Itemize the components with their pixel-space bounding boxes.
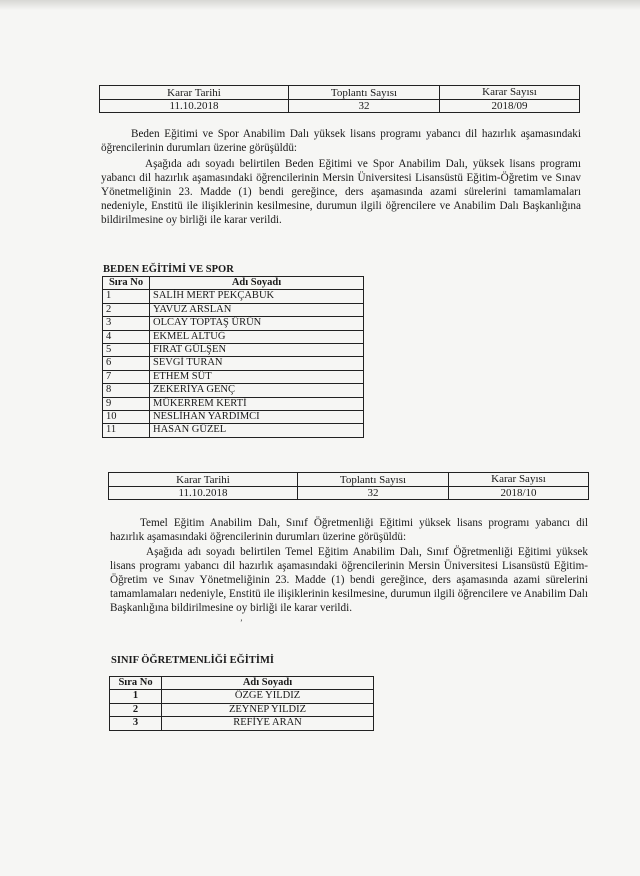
student-table-1 <box>102 276 364 438</box>
scan-mark: ʼ <box>240 618 243 627</box>
row-number: 11 <box>103 424 150 437</box>
decision-2-body: Aşağıda adı soyadı belirtilen Temel Eğitim Anabilim Dalı, Sınıf Öğretmenliği Eğitimi yüksek lisans programı yabancı dil hazırlık aşamasındaki öğrencilerinin Mersin Üniversitesi Lisansüstü Eğitim-Öğretim ve Sınav Yönetmeliğinin 23. Madde (1) bendi gereğince, ders aşamasında azami sürelerini tamamlamaları nedeniyle, Enstitü ile ilişiklerinin kesilmesine, durumun ilgili öğrencilere ve Anabilim Dalı Başkanlığına bildirilmesine oy birliği ile karar verildi. <box>110 546 588 614</box>
row-number: 5 <box>103 344 150 357</box>
table-row <box>110 690 374 703</box>
decision-date-label: Karar Tarihi <box>100 86 289 100</box>
col-name-header: Adı Soyadı <box>150 277 364 290</box>
student-table-2 <box>109 676 374 731</box>
student-name: ETHEM SÜT <box>150 370 364 383</box>
table-row <box>103 370 364 383</box>
row-number: 9 <box>103 397 150 410</box>
col-no-header: Sıra No <box>103 277 150 290</box>
decision-number-label: Karar Sayısı <box>440 86 580 100</box>
table-row <box>103 411 364 424</box>
row-number: 10 <box>103 411 150 424</box>
table-row <box>103 384 364 397</box>
list-2-title: SINIF ÖĞRETMENLİĞİ EĞİTİMİ <box>111 655 274 666</box>
row-number: 4 <box>103 330 150 343</box>
decision-number-value: 2018/09 <box>440 100 580 113</box>
decision-meeting-label: Toplantı Sayısı <box>289 86 440 100</box>
table-row <box>103 397 364 410</box>
row-number: 1 <box>103 290 150 303</box>
row-number: 2 <box>103 303 150 316</box>
student-name: YAVUZ ARSLAN <box>150 303 364 316</box>
student-name: FIRAT GÜLŞEN <box>150 344 364 357</box>
student-name: ZEKERİYA GENÇ <box>150 384 364 397</box>
student-name: MÜKERREM KERTİ <box>150 397 364 410</box>
decision-meeting-label: Toplantı Sayısı <box>298 473 449 487</box>
list-1-title: BEDEN EĞİTİMİ VE SPOR <box>103 264 234 275</box>
col-name-header: Adı Soyadı <box>162 677 374 690</box>
student-name: ZEYNEP YILDIZ <box>162 703 374 716</box>
table-row <box>110 717 374 730</box>
row-number: 8 <box>103 384 150 397</box>
student-name: OLCAY TOPTAŞ ÜRÜN <box>150 317 364 330</box>
row-number: 3 <box>103 317 150 330</box>
decision-table-2 <box>108 472 589 500</box>
student-name: EKMEL ALTUĞ <box>150 330 364 343</box>
table-row <box>103 330 364 343</box>
decision-number-label: Karar Sayısı <box>449 473 589 487</box>
decision-date-value: 11.10.2018 <box>109 487 298 500</box>
student-name: SEVGİ TURAN <box>150 357 364 370</box>
scan-edge <box>0 0 640 10</box>
decision-date-label: Karar Tarihi <box>109 473 298 487</box>
table-row <box>103 357 364 370</box>
decision-1-intro: Beden Eğitimi ve Spor Anabilim Dalı yüksek lisans programı yabancı dil hazırlık aşamasındaki öğrencilerinin durumları üzerine görüşüldü: <box>101 128 581 154</box>
student-name: NESLİHAN YARDIMCI <box>150 411 364 424</box>
student-name: REFİYE ARAN <box>162 717 374 730</box>
row-number: 6 <box>103 357 150 370</box>
decision-date-value: 11.10.2018 <box>100 100 289 113</box>
student-name: ÖZGE YILDIZ <box>162 690 374 703</box>
decision-2-intro: Temel Eğitim Anabilim Dalı, Sınıf Öğretmenliği Eğitimi yüksek lisans programı yabancı dil hazırlık aşamasındaki öğrencilerinin durumları üzerine görüşüldü: <box>110 517 588 543</box>
table-row <box>103 344 364 357</box>
student-name: HASAN GÜZEL <box>150 424 364 437</box>
table-row <box>103 317 364 330</box>
decision-meeting-value: 32 <box>298 487 449 500</box>
row-number: 7 <box>103 370 150 383</box>
row-number: 2 <box>110 703 162 716</box>
col-no-header: Sıra No <box>110 677 162 690</box>
table-row <box>103 303 364 316</box>
student-name: SALİH MERT PEKÇABUK <box>150 290 364 303</box>
table-row <box>103 424 364 437</box>
table-row <box>110 703 374 716</box>
table-row <box>103 290 364 303</box>
decision-number-value: 2018/10 <box>449 487 589 500</box>
row-number: 1 <box>110 690 162 703</box>
row-number: 3 <box>110 717 162 730</box>
decision-1-body: Aşağıda adı soyadı belirtilen Beden Eğitimi ve Spor Anabilim Dalı, yüksek lisans programı yabancı dil hazırlık aşamasındaki öğrencilerinin Mersin Üniversitesi Lisansüstü Eğitim-Öğretim ve Sınav Yönetmeliğinin 23. Madde (1) bendi gereğince, ders aşamasında azami sürelerini tamamlamaları nedeniyle, Enstitü ile ilişiklerinin kesilmesine, durumun ilgili öğrencilere ve Anabilim Dalı Başkanlığına bildirilmesine oy birliği ile karar verildi. <box>101 158 581 226</box>
decision-meeting-value: 32 <box>289 100 440 113</box>
decision-table-1 <box>99 85 580 113</box>
